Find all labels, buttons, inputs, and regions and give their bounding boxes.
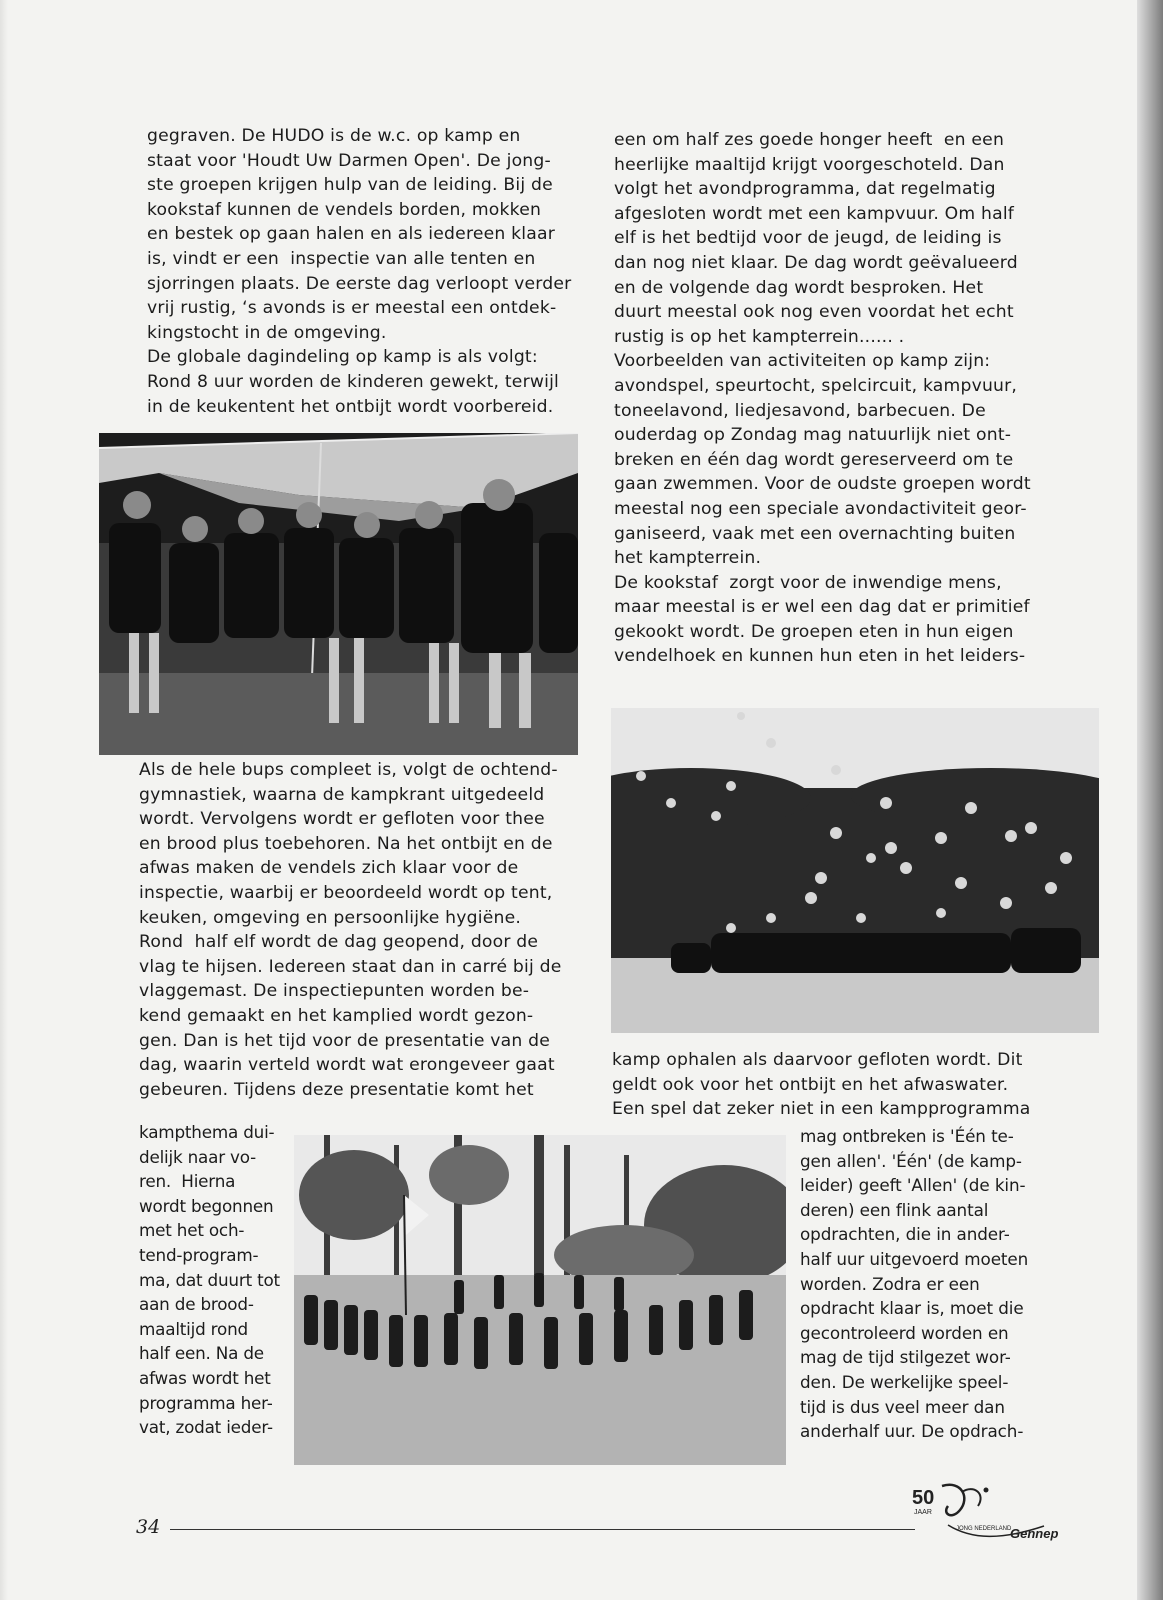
text-line: met het och- — [139, 1220, 245, 1241]
text-line: kookstaf kunnen de vendels borden, mokken — [147, 199, 542, 220]
text-line: Rond 8 uur worden de kinderen gewekt, terwijl — [147, 371, 560, 392]
text-line: leider) geeft 'Allen' (de kin- — [800, 1175, 1026, 1196]
text-column-right-narrow — [800, 1124, 1028, 1444]
text-line: kend gemaakt en het kamplied wordt gezon- — [139, 1005, 534, 1026]
text-line: gaan zwemmen. Voor de oudste groepen wordt — [614, 474, 1031, 495]
text-line: dag, waarin verteld wordt wat erongeveer gaat — [139, 1055, 555, 1076]
text-line: ste groepen krijgen hulp van de leiding. Bij de — [147, 175, 553, 196]
text-line: en bestek op gaan halen en als iedereen klaar — [147, 224, 555, 245]
text-line: gekookt wordt. De groepen eten in hun eigen — [614, 621, 1014, 642]
text-line: vlaggemast. De inspectiepunten worden be- — [139, 981, 530, 1002]
text-column-right-middle — [612, 1048, 1031, 1122]
text-line: De kookstaf zorgt voor de inwendige mens, — [614, 572, 1002, 593]
text-line: gegraven. De HUDO is de w.c. op kamp en — [147, 126, 521, 146]
text-line: ganiseerd, vaak met een overnachting buiten — [614, 523, 1016, 544]
text-line: aan de brood- — [139, 1294, 254, 1315]
text-line: rustig is op het kampterrein...... . — [614, 326, 905, 347]
text-line: elf is het bedtijd voor de jeugd, de leiding is — [614, 228, 1002, 249]
text-line: heerlijke maaltijd krijgt voorgeschoteld. Dan — [614, 154, 1005, 175]
logo-name: JONG NEDERLAND — [956, 1526, 1012, 1532]
text-line: geldt ook voor het ontbijt en het afwaswater. — [612, 1074, 1009, 1095]
text-line: ma, dat duurt tot — [139, 1269, 280, 1290]
text-line: opdracht klaar is, moet die — [800, 1298, 1024, 1319]
text-line: afwas wordt het — [139, 1367, 271, 1388]
text-line: toneelavond, liedjesavond, barbecuen. De — [614, 400, 986, 421]
text-line: Een spel dat zeker niet in een kampprogramma — [612, 1099, 1031, 1120]
text-line: gebeuren. Tijdens deze presentatie komt het — [139, 1079, 534, 1100]
photo-scouts-in-circle-with-flag — [294, 1135, 786, 1465]
text-line: mag ontbreken is 'Één te- — [800, 1126, 1014, 1146]
text-line: en de volgende dag wordt besproken. Het — [614, 277, 984, 298]
text-line: delijk naar vo- — [139, 1146, 257, 1167]
text-line: worden. Zodra er een — [800, 1273, 980, 1294]
text-line: vrij rustig, ‘s avonds is er meestal een ontdek- — [147, 298, 557, 319]
text-line: mag de tijd stilgezet wor- — [800, 1347, 1011, 1368]
footer-rule — [170, 1529, 915, 1530]
jong-nederland-50-jaar-logo — [912, 1480, 1059, 1550]
text-line: opdrachten, die in ander- — [800, 1224, 1010, 1245]
text-line: maaltijd rond — [139, 1318, 248, 1339]
text-line: keuken, omgeving en persoonlijke hygiëne. — [139, 907, 522, 928]
text-line: een om half zes goede honger heeft en een — [614, 130, 1005, 150]
text-line: tijd is dus veel meer dan — [800, 1396, 1005, 1417]
text-column-left-narrow — [139, 1120, 280, 1440]
text-line: vat, zodat ieder- — [139, 1417, 273, 1438]
text-line: wordt. Vervolgens wordt er gefloten voor thee — [139, 809, 545, 830]
text-line: volgt het avondprogramma, dat regelmatig — [614, 179, 996, 200]
text-line: in de keukentent het ontbijt wordt voorbereid. — [147, 396, 554, 417]
text-line: staat voor 'Houdt Uw Darmen Open'. De jong- — [147, 150, 551, 171]
text-line: het kampterrein. — [614, 548, 762, 569]
logo-years-unit: JAAR — [914, 1509, 932, 1516]
text-line: gymnastiek, waarna de kampkrant uitgedeeld — [139, 784, 545, 805]
text-column-left-middle — [139, 758, 562, 1102]
logo-years: 50 — [912, 1487, 935, 1509]
logo-place: Gennep — [1010, 1526, 1059, 1541]
text-line: gecontroleerd worden en — [800, 1322, 1009, 1343]
text-line: ouderdag op Zondag mag natuurlijk niet ont- — [614, 425, 1012, 446]
text-line: duurt meestal ook nog even voordat het echt — [614, 302, 1014, 323]
text-line: kingstocht in de omgeving. — [147, 322, 387, 343]
text-line: gen. Dan is het tijd voor de presentatie van de — [139, 1030, 550, 1051]
text-line: kampthema dui- — [139, 1122, 275, 1142]
text-column-right-top — [614, 128, 1031, 669]
page-edge-left — [0, 0, 8, 1600]
text-line: breken en één dag wordt gereserveerd om te — [614, 449, 1014, 470]
page-edge-right — [1137, 0, 1163, 1600]
text-line: meestal nog een speciale avondactiviteit geor- — [614, 498, 1027, 519]
text-line: wordt begonnen — [139, 1195, 274, 1216]
text-line: afgesloten wordt met een kampvuur. Om half — [614, 203, 1015, 224]
text-line: Als de hele bups compleet is, volgt de ochtend- — [139, 760, 558, 780]
text-line: gen allen'. 'Één' (de kamp- — [800, 1150, 1022, 1171]
text-line: ren. Hierna — [139, 1171, 236, 1192]
text-line: afwas maken de vendels zich klaar voor de — [139, 858, 519, 879]
text-line: De globale dagindeling op kamp is als volgt: — [147, 347, 538, 368]
text-line: avondspel, speurtocht, spelcircuit, kampvuur, — [614, 375, 1018, 396]
text-line: maar meestal is er wel een dag dat er primitief — [614, 597, 1030, 618]
text-line: en brood plus toebehoren. Na het ontbijt en de — [139, 833, 553, 854]
text-line: Rond half elf wordt de dag geopend, door de — [139, 932, 539, 953]
text-line: half uur uitgevoerd moeten — [800, 1248, 1029, 1269]
text-line: vlag te hijsen. Iedereen staat dan in carré bij de — [139, 956, 562, 977]
text-column-left-top — [147, 124, 571, 419]
page-number: 34 — [136, 1516, 161, 1538]
text-line: kamp ophalen als daarvoor gefloten wordt. Dit — [612, 1050, 1023, 1070]
photo-balloon-release — [611, 708, 1099, 1033]
text-line: dan nog niet klaar. De dag wordt geëvalueerd — [614, 252, 1018, 273]
photo-scouts-under-tent — [99, 433, 578, 755]
text-line: anderhalf uur. De opdrach- — [800, 1421, 1024, 1442]
text-line: den. De werkelijke speel- — [800, 1371, 1009, 1392]
text-line: deren) een flink aantal — [800, 1199, 989, 1220]
text-line: Voorbeelden van activiteiten op kamp zijn: — [614, 351, 991, 372]
text-line: inspectie, waarbij er beoordeeld wordt op tent, — [139, 882, 553, 903]
text-line: vendelhoek en kunnen hun eten in het leiders- — [614, 646, 1026, 667]
text-line: tend-program- — [139, 1244, 259, 1265]
text-line: is, vindt er een inspectie van alle tenten en — [147, 248, 536, 269]
text-line: sjorringen plaats. De eerste dag verloopt verder — [147, 273, 572, 294]
text-line: half een. Na de — [139, 1343, 264, 1364]
text-line: programma her- — [139, 1392, 273, 1413]
